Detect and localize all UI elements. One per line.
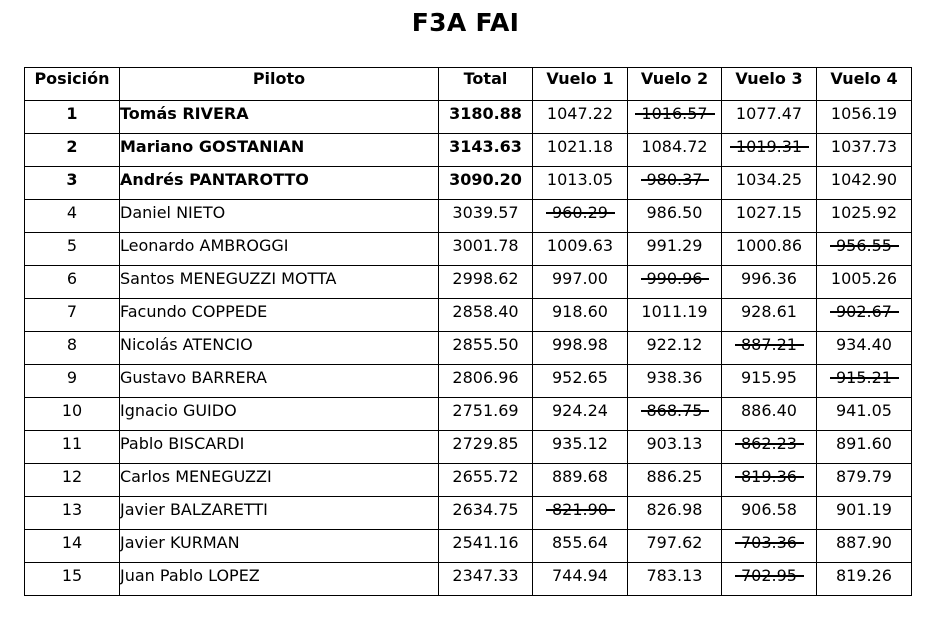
total-cell: 3001.78 [439,233,533,266]
discarded-score: 960.29 [552,203,608,222]
flight-2-cell [628,431,722,464]
flight-4-cell [817,563,912,596]
flight-score: 1000.86 [735,236,803,255]
flight-2-cell [628,398,722,431]
flight-4-cell [817,431,912,464]
header-pilot: Piloto [120,68,439,101]
position-cell: 11 [25,431,120,464]
flight-1-cell [533,299,628,332]
results-table [24,67,912,596]
flight-3-cell [722,332,817,365]
flight-4-cell [817,200,912,233]
flight-score: 886.40 [741,401,797,420]
flight-score: 1005.26 [830,269,898,288]
flight-score: 935.12 [552,434,608,453]
flight-4-cell [817,167,912,200]
pilot-cell: Mariano GOSTANIAN [120,134,439,167]
discarded-score: 915.21 [836,368,892,387]
flight-score: 1037.73 [830,137,898,156]
flight-1-cell [533,464,628,497]
table-row [25,332,912,365]
position-cell: 15 [25,563,120,596]
pilot-cell: Leonardo AMBROGGI [120,233,439,266]
flight-score: 783.13 [646,566,703,585]
flight-score: 941.05 [836,401,892,420]
flight-score: 1027.15 [735,203,803,222]
total-cell: 2347.33 [439,563,533,596]
header-flight-1: Vuelo 1 [533,68,628,101]
flight-3-cell [722,134,817,167]
flight-1-cell [533,101,628,134]
total-cell: 2634.75 [439,497,533,530]
flight-3-cell [722,233,817,266]
position-cell: 8 [25,332,120,365]
flight-score: 1011.19 [641,302,708,321]
flight-4-cell [817,497,912,530]
pilot-cell: Javier KURMAN [120,530,439,563]
flight-score: 906.58 [741,500,797,519]
table-row [25,563,912,596]
flight-3-cell [722,497,817,530]
flight-score: 928.61 [741,302,797,321]
flight-score: 1077.47 [735,104,803,123]
flight-score: 1009.63 [546,236,614,255]
flight-score: 889.68 [552,467,608,486]
pilot-cell: Gustavo BARRERA [120,365,439,398]
flight-2-cell [628,365,722,398]
discarded-score: 703.36 [741,533,797,552]
flight-1-cell [533,497,628,530]
flight-4-cell [817,464,912,497]
flight-score: 1034.25 [735,170,803,189]
total-cell: 2806.96 [439,365,533,398]
flight-score: 938.36 [646,368,703,387]
flight-3-cell [722,200,817,233]
flight-score: 819.26 [836,566,892,585]
table-row [25,167,912,200]
pilot-cell: Andrés PANTAROTTO [120,167,439,200]
position-cell: 5 [25,233,120,266]
flight-score: 879.79 [836,467,892,486]
pilot-cell: Santos MENEGUZZI MOTTA [120,266,439,299]
flight-4-cell [817,101,912,134]
flight-score: 986.50 [646,203,703,222]
pilot-cell: Facundo COPPEDE [120,299,439,332]
total-cell: 3090.20 [439,167,533,200]
flight-score: 922.12 [646,335,703,354]
flight-2-cell [628,167,722,200]
flight-score: 887.90 [836,533,892,552]
header-flight-2: Vuelo 2 [628,68,722,101]
total-cell: 3039.57 [439,200,533,233]
position-cell: 10 [25,398,120,431]
flight-score: 1042.90 [830,170,898,189]
total-cell: 2655.72 [439,464,533,497]
header-flight-4: Vuelo 4 [817,68,912,101]
table-row [25,134,912,167]
header-total: Total [439,68,533,101]
position-cell: 4 [25,200,120,233]
header-position: Posición [25,68,120,101]
flight-3-cell [722,464,817,497]
flight-4-cell [817,398,912,431]
results-body [25,101,912,596]
table-row [25,233,912,266]
flight-1-cell [533,167,628,200]
flight-3-cell [722,101,817,134]
flight-1-cell [533,431,628,464]
discarded-score: 821.90 [552,500,608,519]
flight-3-cell [722,365,817,398]
flight-score: 1021.18 [546,137,614,156]
pilot-cell: Juan Pablo LOPEZ [120,563,439,596]
position-cell: 6 [25,266,120,299]
flight-score: 903.13 [646,434,703,453]
flight-4-cell [817,332,912,365]
flight-2-cell [628,563,722,596]
flight-4-cell [817,530,912,563]
discarded-score: 1016.57 [641,104,708,123]
table-row [25,431,912,464]
flight-score: 1013.05 [546,170,614,189]
flight-3-cell [722,563,817,596]
discarded-score: 887.21 [741,335,797,354]
total-cell: 2541.16 [439,530,533,563]
discarded-score: 868.75 [646,401,703,420]
flight-score: 1025.92 [830,203,898,222]
pilot-cell: Tomás RIVERA [120,101,439,134]
flight-2-cell [628,233,722,266]
flight-score: 991.29 [646,236,703,255]
flight-1-cell [533,332,628,365]
total-cell: 2855.50 [439,332,533,365]
flight-2-cell [628,332,722,365]
pilot-cell: Carlos MENEGUZZI [120,464,439,497]
flight-4-cell [817,233,912,266]
total-cell: 2998.62 [439,266,533,299]
flight-2-cell [628,299,722,332]
discarded-score: 819.36 [741,467,797,486]
discarded-score: 862.23 [741,434,797,453]
table-row [25,365,912,398]
total-cell: 2729.85 [439,431,533,464]
table-row [25,530,912,563]
total-cell: 2751.69 [439,398,533,431]
table-row [25,200,912,233]
flight-2-cell [628,101,722,134]
flight-score: 996.36 [741,269,797,288]
flight-score: 797.62 [646,533,703,552]
position-cell: 3 [25,167,120,200]
table-row [25,398,912,431]
flight-score: 891.60 [836,434,892,453]
flight-score: 886.25 [646,467,703,486]
flight-score: 918.60 [552,302,608,321]
flight-4-cell [817,266,912,299]
flight-1-cell [533,398,628,431]
flight-2-cell [628,464,722,497]
total-cell: 3180.88 [439,101,533,134]
flight-score: 1084.72 [641,137,708,156]
discarded-score: 980.37 [646,170,703,189]
total-cell: 3143.63 [439,134,533,167]
total-cell: 2858.40 [439,299,533,332]
flight-score: 1047.22 [546,104,614,123]
position-cell: 12 [25,464,120,497]
flight-4-cell [817,134,912,167]
pilot-cell: Nicolás ATENCIO [120,332,439,365]
flight-score: 998.98 [552,335,608,354]
flight-3-cell [722,167,817,200]
flight-2-cell [628,134,722,167]
pilot-cell: Javier BALZARETTI [120,497,439,530]
table-row [25,299,912,332]
pilot-cell: Ignacio GUIDO [120,398,439,431]
flight-score: 952.65 [552,368,608,387]
position-cell: 13 [25,497,120,530]
flight-1-cell [533,200,628,233]
discarded-score: 1019.31 [735,137,803,156]
page-title: F3A FAI [411,8,520,37]
flight-3-cell [722,266,817,299]
header-flight-3: Vuelo 3 [722,68,817,101]
flight-score: 744.94 [552,566,608,585]
flight-3-cell [722,530,817,563]
flight-2-cell [628,530,722,563]
flight-3-cell [722,431,817,464]
flight-2-cell [628,200,722,233]
flight-1-cell [533,530,628,563]
position-cell: 7 [25,299,120,332]
flight-score: 901.19 [836,500,892,519]
flight-3-cell [722,299,817,332]
flight-3-cell [722,398,817,431]
pilot-cell: Daniel NIETO [120,200,439,233]
flight-score: 934.40 [836,335,892,354]
discarded-score: 956.55 [836,236,892,255]
flight-score: 855.64 [552,533,608,552]
flight-4-cell [817,365,912,398]
discarded-score: 702.95 [741,566,797,585]
flight-1-cell [533,365,628,398]
flight-1-cell [533,134,628,167]
flight-score: 915.95 [741,368,797,387]
position-cell: 9 [25,365,120,398]
discarded-score: 990.96 [646,269,703,288]
table-row [25,464,912,497]
position-cell: 14 [25,530,120,563]
position-cell: 1 [25,101,120,134]
position-cell: 2 [25,134,120,167]
flight-4-cell [817,299,912,332]
flight-score: 826.98 [646,500,703,519]
flight-1-cell [533,563,628,596]
pilot-cell: Pablo BISCARDI [120,431,439,464]
table-row [25,266,912,299]
flight-2-cell [628,497,722,530]
discarded-score: 902.67 [836,302,892,321]
flight-2-cell [628,266,722,299]
flight-1-cell [533,233,628,266]
flight-score: 924.24 [552,401,608,420]
flight-score: 997.00 [552,269,608,288]
table-row [25,101,912,134]
flight-score: 1056.19 [830,104,898,123]
flight-1-cell [533,266,628,299]
header-row [25,68,912,101]
table-row [25,497,912,530]
